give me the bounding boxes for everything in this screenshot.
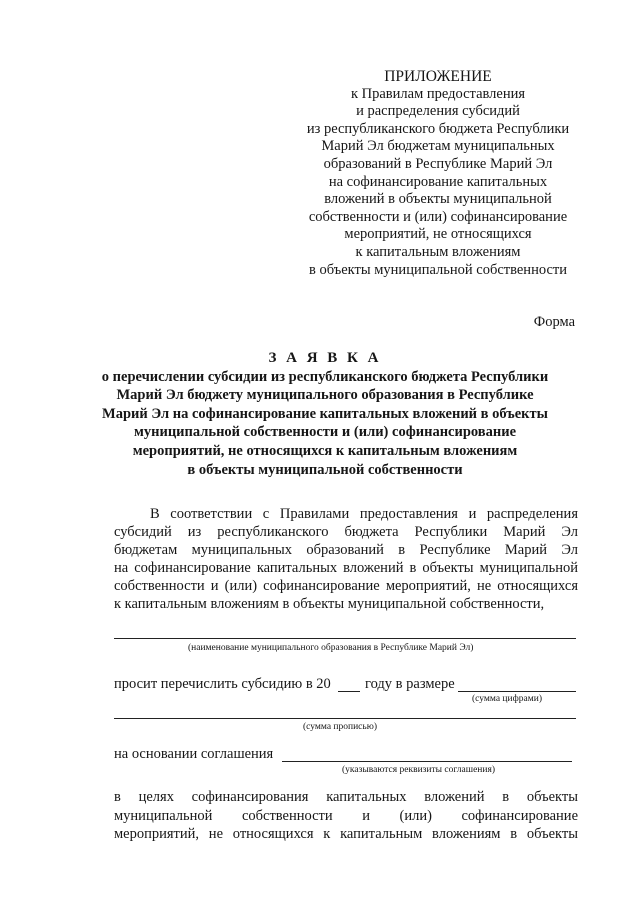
purpose-paragraph [114,788,578,844]
purpose-line: в целях софинансирования капитальных вложений в объекты [114,789,578,805]
intro-line: субсидий из республиканского бюджета Республики Марий Эл [114,524,578,540]
purpose-line: муниципальной собственности и (или) софинансирование [114,807,578,824]
agreement-label: на основании соглашения [114,746,274,762]
agreement-details-field[interactable] [282,761,572,762]
agreement-details-hint: (указываются реквизиты соглашения) [342,765,495,775]
appendix-line: и распределения субсидий [356,103,520,120]
request-subtitle-line: в объекты муниципальной собственности [187,461,463,478]
request-subtitle-line: Марий Эл бюджету муниципального образования в Республике [116,387,534,404]
appendix-line: из республиканского бюджета Республики [306,120,570,137]
intro-line: собственности и (или) софинансирование мероприятий, не относящихся [114,578,578,594]
year-field[interactable] [338,691,360,692]
amount-words-field[interactable] [114,718,576,719]
appendix-title: ПРИЛОЖЕНИЕ [384,68,492,85]
form-label: Форма [533,314,575,330]
request-heading [100,349,550,479]
intro-line: бюджетам муниципальных образований в Республике Марий Эл [114,542,578,558]
appendix-line: вложений в объекты муниципальной [324,191,552,208]
appendix-line: образований в Республике Марий Эл [323,155,553,172]
amount-digits-field[interactable] [458,691,576,692]
appendix-line: к капитальным вложениям [355,243,521,260]
appendix-line: в объекты муниципальной собственности [309,261,567,278]
amount-digits-hint: (сумма цифрами) [472,694,542,704]
appendix-line: собственности и (или) софинансирование [308,208,568,225]
purpose-line: мероприятий, не относящихся к капитальным вложениям в объекты [114,826,578,843]
intro-line: к капитальным вложениям в объекты муниципальной собственности, [114,596,545,612]
appendix-line: мероприятий, не относящихся [344,226,532,243]
intro-line: В соответствии с Правилами предоставления и распределения [150,506,578,522]
municipality-name-hint: (наименование муниципального образования в Республике Марий Эл) [188,643,474,653]
appendix-line: Марий Эл бюджетам муниципальных [321,138,555,155]
amount-words-hint: (сумма прописью) [303,722,377,732]
appendix-line: на софинансирование капитальных [328,173,548,190]
intro-line: на софинансирование капитальных вложений в объекты муниципальной [114,560,578,576]
municipality-name-field[interactable] [114,638,576,639]
intro-paragraph [114,505,578,613]
request-year-label: просит перечислить субсидию в 20 [114,676,331,692]
request-title: З А Я В К А [268,350,382,366]
request-subtitle-line: о перечислении субсидии из республиканского бюджета Республики [101,368,549,385]
request-subtitle-line: Марий Эл на софинансирование капитальных вложений в объекты [102,405,548,422]
request-subtitle-line: муниципальной собственности и (или) софинансирование [133,424,517,441]
request-subtitle-line: мероприятий, не относящихся к капитальным вложениям [132,442,518,459]
request-amount-label: году в размере [365,676,455,692]
appendix-block [292,68,584,279]
appendix-line: к Правилам предоставления [350,85,526,102]
